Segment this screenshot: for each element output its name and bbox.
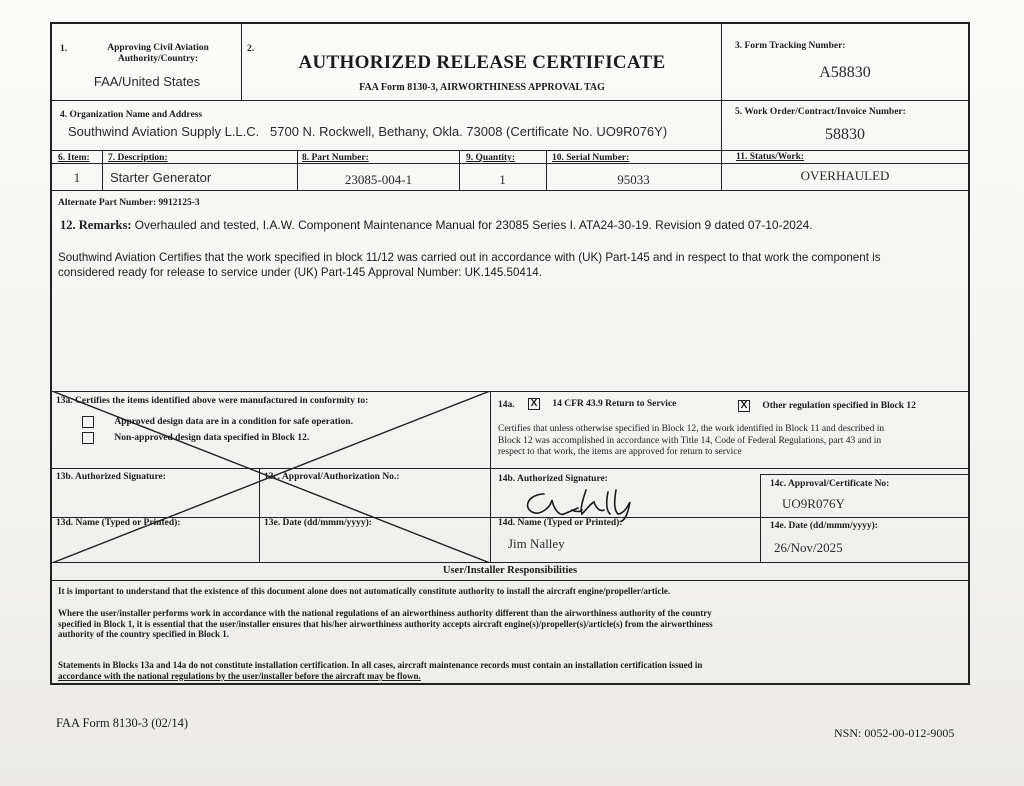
block14a-statement <box>498 424 964 459</box>
block14e-label: 14e. Date (dd/mmm/yyyy): <box>770 521 878 531</box>
serial-header: 10. Serial Number: <box>552 153 630 163</box>
responsibilities-p2-line-1: Where the user/installer performs work in accordance with the national regulations of an airworthiness authority different than the airworthiness authority of the country <box>58 608 712 618</box>
block1-number: 1. <box>60 44 68 54</box>
rule <box>52 190 968 191</box>
block14a-line-2: Block 12 was accomplished in accordance with Title 14, Code of Federal Regulations, part 43 and in <box>498 435 882 446</box>
other-regulation-checkbox[interactable]: X <box>738 400 750 412</box>
form-title: AUTHORIZED RELEASE CERTIFICATE <box>298 52 666 73</box>
quantity-value: 1 <box>499 172 506 187</box>
certification-line-2: considered ready for release to service under (UK) Part-145 Approval Number: UK.145.50414. <box>58 266 542 279</box>
responsibilities-title: User/Installer Responsibilities <box>442 565 578 576</box>
part-number-header: 8. Part Number: <box>302 153 369 163</box>
authorized-signature <box>516 480 646 522</box>
block2-number: 2. <box>247 44 255 54</box>
serial-value: 95033 <box>617 172 650 187</box>
return-to-service-option <box>528 398 676 410</box>
responsibilities-paragraph-3 <box>58 660 702 681</box>
block13-void-cross <box>52 391 490 563</box>
block14c-label: 14c. Approval/Certificate No: <box>770 479 890 489</box>
quantity-header: 9. Quantity: <box>466 153 516 163</box>
block3-label: 3. Form Tracking Number: <box>735 41 846 51</box>
form-tracking-number: A58830 <box>819 64 871 81</box>
signer-name: Jim Nalley <box>508 536 565 551</box>
form-subtitle: FAA Form 8130-3, AIRWORTHINESS APPROVAL TAG <box>359 82 605 93</box>
block4-label: 4. Organization Name and Address <box>60 110 203 120</box>
organization-name: Southwind Aviation Supply L.L.C. <box>68 124 260 139</box>
block13d-label: 13d. Name (Typed or Printed): <box>56 518 181 528</box>
item-header: 6. Item: <box>58 153 90 163</box>
work-order-number: 58830 <box>825 126 865 143</box>
remarks-text: Overhauled and tested, I.A.W. Component Maintenance Manual for 23085 Series I. ATA24-30-19. Revision 9 dated 07-10-2024. <box>134 218 813 232</box>
status-value: OVERHAULED <box>800 168 890 183</box>
responsibilities-p2-line-2: specified in Block 1, it is essential that the user/installer ensures that his/her airworthiness authority accepts aircraft engine(s)/propeller(s)/article(s) from the airworthiness <box>58 618 713 629</box>
other-regulation-option <box>738 400 916 412</box>
block1-value: FAA/United States <box>93 74 201 89</box>
rule <box>52 150 968 151</box>
certificate-form <box>50 22 970 685</box>
rule <box>490 391 491 563</box>
rule <box>52 580 968 581</box>
rule <box>52 100 968 101</box>
rule <box>760 474 761 563</box>
responsibilities-p3-line-2: accordance with the national regulations by the user/installer before the aircraft may be flown. <box>58 670 421 681</box>
alternate-part-number: Alternate Part Number: 9912125-3 <box>58 198 200 208</box>
approved-design-label: Approved design data are in a condition for safe operation. <box>114 417 353 428</box>
remarks-label: 12. Remarks: <box>60 218 132 232</box>
nsn-number: NSN: 0052-00-012-9005 <box>834 726 955 740</box>
block5-label: 5. Work Order/Contract/Invoice Number: <box>735 107 906 117</box>
rule <box>721 24 722 191</box>
return-to-service-checkbox[interactable]: X <box>528 398 540 410</box>
form-identifier: FAA Form 8130-3 (02/14) <box>56 716 189 730</box>
block14d-label: 14d. Name (Typed or Printed): <box>498 518 623 528</box>
responsibilities-paragraph-2 <box>58 608 713 640</box>
certification-statement <box>58 250 963 280</box>
release-date: 26/Nov/2025 <box>774 540 843 555</box>
rule <box>102 150 103 191</box>
rule <box>760 474 968 475</box>
block13b-label: 13b. Authorized Signature: <box>56 472 166 482</box>
responsibilities-p2-line-3: authority of the country specified in Block 1. <box>58 629 229 639</box>
block13e-label: 13e. Date (dd/mmm/yyyy): <box>264 518 372 528</box>
description-value: Starter Generator <box>110 170 212 185</box>
status-header: 11. Status/Work: <box>736 152 805 162</box>
certification-line-1: Southwind Aviation Certifies that the work specified in block 11/12 was carried out in accordance with (UK) Part-145 and in respect to that work the component is <box>58 251 881 264</box>
block14a-line-1: Certifies that unless otherwise specified in Block 12, the work identified in Block 11 and described in <box>498 424 885 434</box>
non-approved-design-label: Non-approved design data specified in Block 12. <box>114 433 310 444</box>
description-header: 7. Description: <box>108 153 168 163</box>
block13a-label: 13a. Certifies the items identified above were manufactured in conformity to: <box>56 396 369 406</box>
block14b-label: 14b. Authorized Signature: <box>498 474 608 484</box>
part-number-value: 23085-004-1 <box>344 172 413 187</box>
responsibilities-p3-line-1: Statements in Blocks 13a and 14a do not constitute installation certification. In all cases, aircraft maintenance records must contain an installation certification issued in <box>58 660 703 670</box>
remarks-line <box>60 218 813 233</box>
approval-certificate-number: UO9R076Y <box>782 496 845 511</box>
responsibilities-paragraph-1: It is important to understand that the existence of this document alone does not automatically constitute authority to install the aircraft engine/propeller/article. <box>58 586 671 596</box>
item-value: 1 <box>73 170 81 185</box>
block14a-line-3: respect to that work, the items are approved for return to service <box>498 447 742 457</box>
return-to-service-label: 14 CFR 43.9 Return to Service <box>552 399 677 410</box>
block14a-label: 14a. <box>498 400 515 410</box>
block13c-label: 13c. Approval/Authorization No.: <box>264 472 400 482</box>
other-regulation-label: Other regulation specified in Block 12 <box>762 401 916 412</box>
organization-address: 5700 N. Rockwell, Bethany, Okla. 73008 (Certificate No. UO9R076Y) <box>270 124 668 139</box>
block1-label: Approving Civil Aviation Authority/Country: <box>107 43 209 64</box>
